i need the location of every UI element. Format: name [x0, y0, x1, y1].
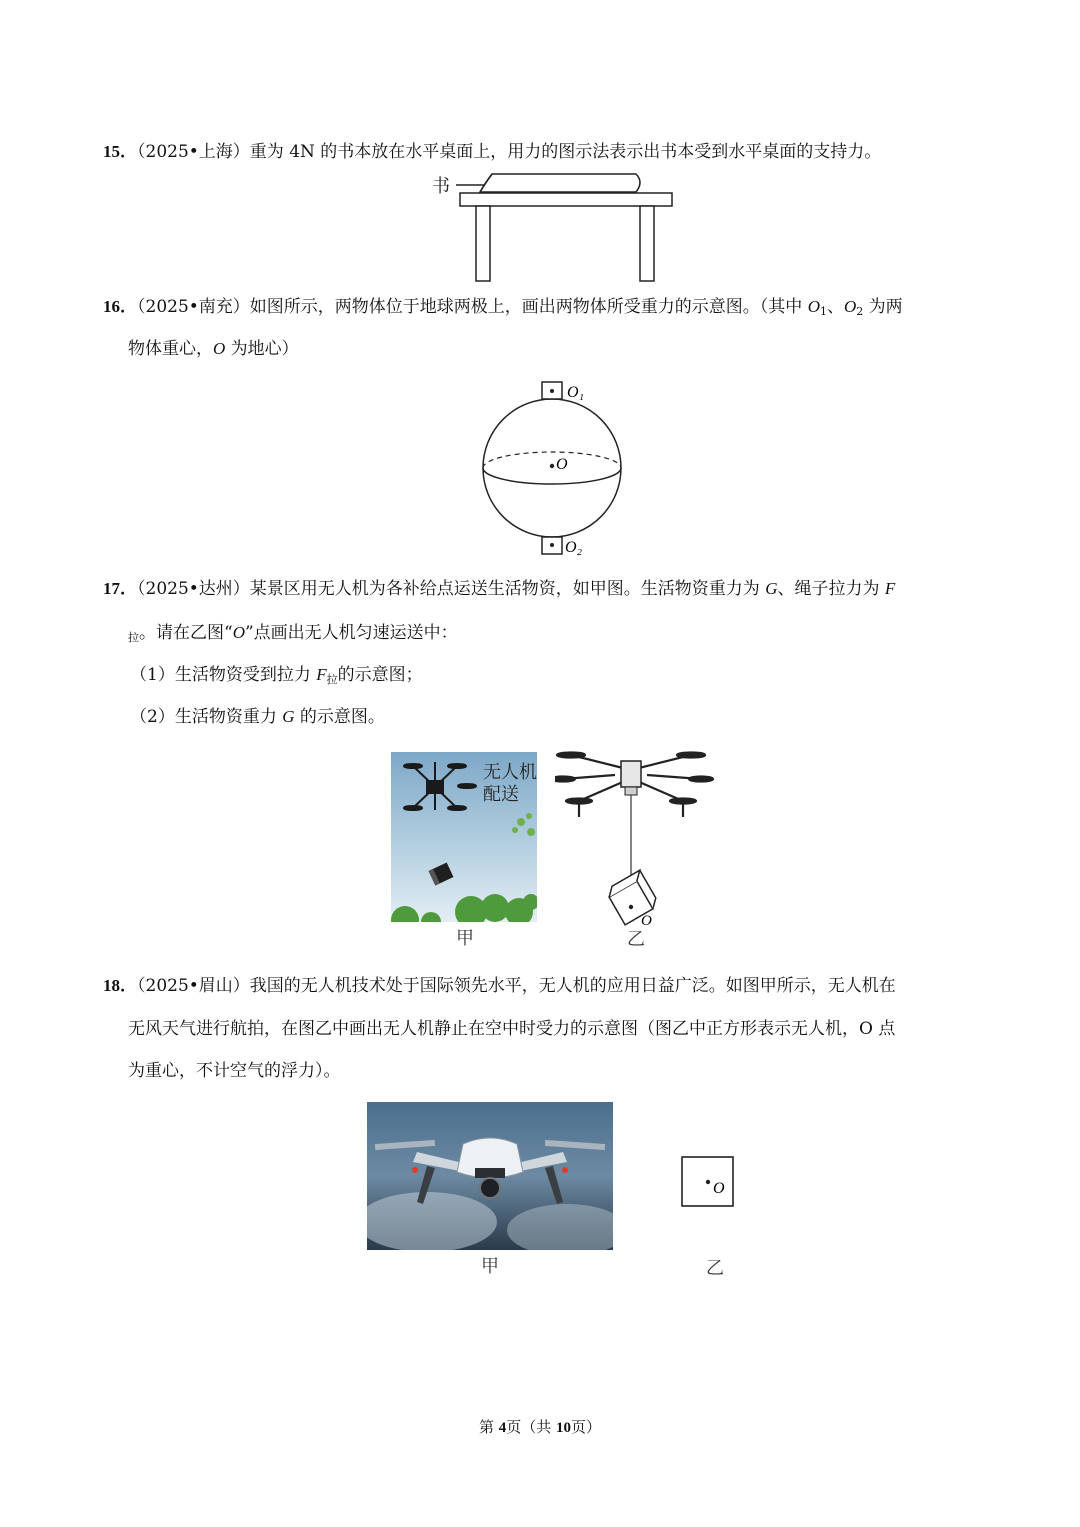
object-top-label: O₁	[567, 384, 585, 401]
figure-caption-b: 乙	[706, 1258, 724, 1279]
question-16: 16．（2025•南充）如图所示，两物体位于地球两极上，画出两物体所受重力的示意图。（其中 $O_1$、$O_2$ 为两	[103, 297, 903, 318]
question-17: 17．（2025•达州）某景区用无人机为各补给点运送生活物资，如甲图。生活物资重力为 G、绳子拉力为 F	[103, 579, 896, 599]
square-drone-figure	[680, 1155, 736, 1209]
drone-rope-figure	[555, 745, 715, 950]
question-16-line2: 物体重心，O 为地心）	[128, 339, 299, 359]
earth-center-label: O	[556, 456, 568, 473]
question-source: （2025•南充）	[137, 297, 250, 317]
figure-caption-a: 甲	[456, 928, 474, 949]
drone-delivery-photo	[391, 752, 537, 922]
question-17-item1: （1）生活物资受到拉力 $F_拉$的示意图；	[130, 665, 423, 686]
question-number: 17．	[103, 579, 137, 598]
question-18-line3: 为重心，不计空气的浮力）。	[128, 1061, 341, 1081]
question-18-line2: 无风天气进行航拍，在图乙中画出无人机静止在空中时受力的示意图（图乙中正方形表示无人机，O 点	[128, 1019, 896, 1039]
figure-caption-b: 乙	[627, 929, 645, 950]
book-label: 书	[432, 176, 450, 197]
photo-label-line1: 无人机	[483, 762, 537, 783]
drone-aerial-photo	[367, 1102, 613, 1250]
drone-body	[621, 761, 641, 787]
table-leg-left	[476, 206, 490, 281]
question-source: （2025•达州）	[137, 579, 250, 599]
cargo-center-label: O	[641, 913, 652, 929]
equator-front	[483, 468, 621, 484]
question-15	[103, 141, 881, 163]
question-source: （2025•上海）	[137, 142, 250, 162]
drone-center-dot	[706, 1180, 710, 1184]
photo-label-line2: 配送	[483, 784, 519, 805]
earth-figure	[470, 378, 640, 558]
question-18: 18．（2025•眉山）我国的无人机技术处于国际领先水平，无人机的应用日益广泛。如图甲所示，无人机在	[103, 976, 896, 996]
question-number: 16．	[103, 297, 137, 316]
page-footer: 第 4页（共 10页）	[478, 1418, 602, 1436]
question-17-item2: （2）生活物资重力 G 的示意图。	[130, 707, 385, 727]
figure-caption-a: 甲	[481, 1256, 499, 1277]
object-bottom-label: O₂	[565, 539, 583, 556]
drone-center-label: O	[713, 1180, 725, 1197]
table-top	[460, 193, 672, 206]
book-shape	[480, 174, 640, 192]
question-text: 重为 4N 的书本放在水平桌面上，用力的图示法表示出书本受到水平桌面的支持力。	[249, 142, 882, 162]
question-17-line2: $_拉$。请在乙图“O”点画出无人机匀速运送中：	[128, 623, 458, 644]
question-number: 18．	[103, 976, 137, 995]
cargo-center-dot	[629, 905, 633, 909]
question-source: （2025•眉山）	[137, 976, 250, 996]
page-number: 4	[498, 1420, 507, 1436]
question-number: 15．	[103, 142, 137, 161]
table-leg-right	[640, 206, 654, 281]
total-pages: 10	[556, 1420, 572, 1436]
earth-center-dot	[550, 464, 554, 468]
book-on-table-figure	[420, 168, 690, 286]
